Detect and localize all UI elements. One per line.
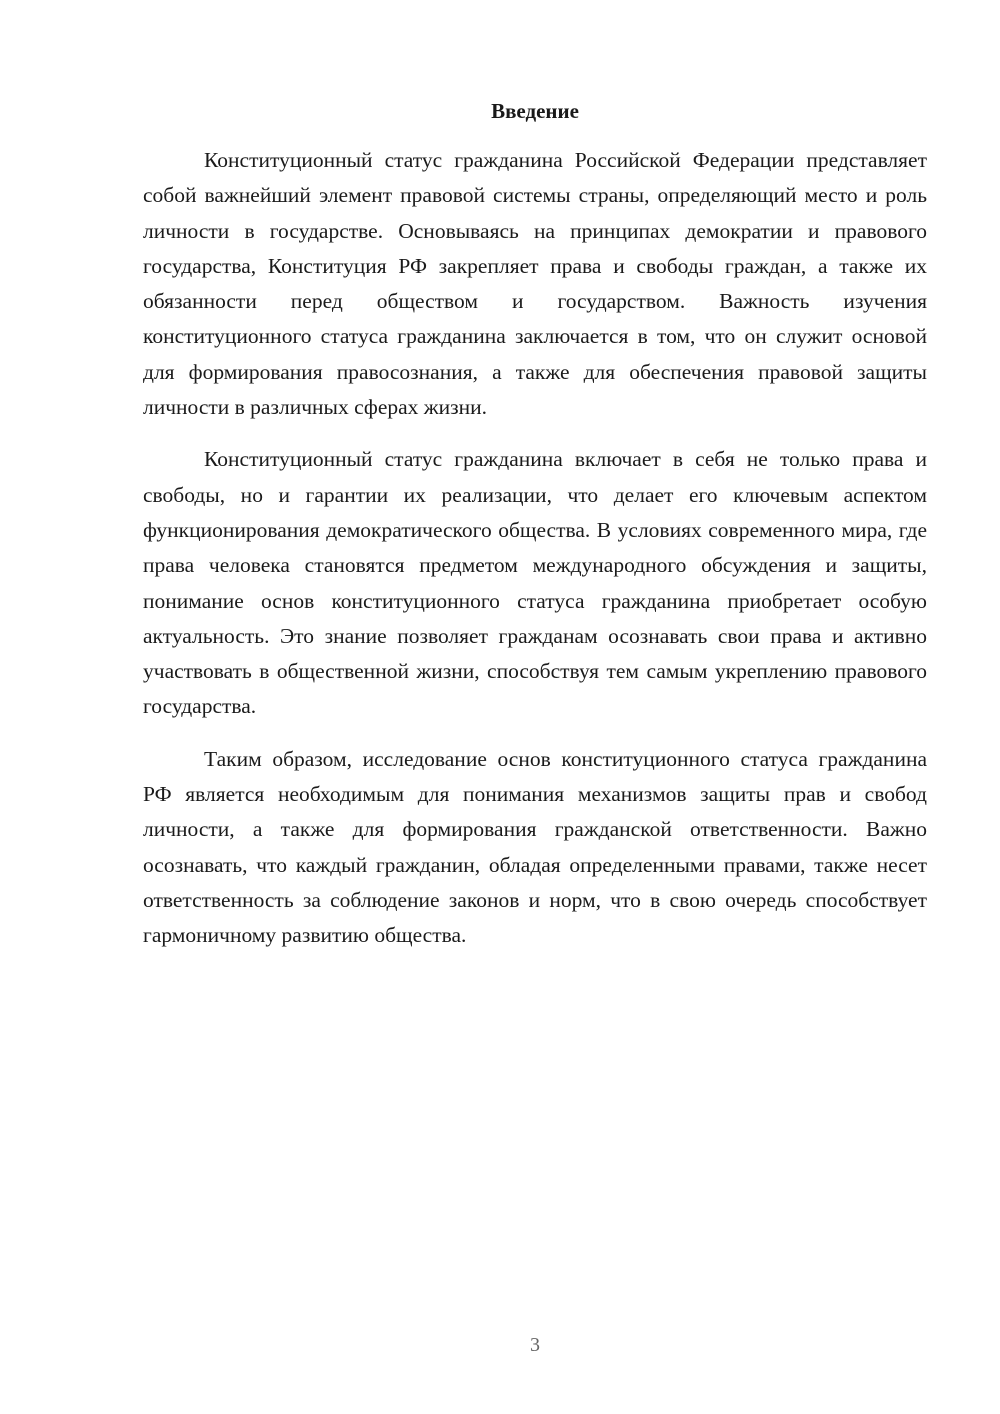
paragraph-1: Конституционный статус гражданина Российской Федерации представляет собой важнейший элемент правовой системы страны, определяющий место и роль личности в государстве. Основываясь на принципах демократии и правового государства, Конституция РФ закрепляет права и свободы граждан, а также их обязанности перед обществом и государством. Важность изучения конституционного статуса гражданина заключается в том, что он служит основой для формирования правосознания, а также для обеспечения правовой защиты личности в различных сферах жизни. xyxy=(143,148,927,420)
paragraph-3: Таким образом, исследование основ конституционного статуса гражданина РФ является необходимым для понимания механизмов защиты прав и свобод личности, а также для формирования гражданской ответственности. Важно осознавать, что каждый гражданин, обладая определенными правами, также несет ответственность за соблюдение законов и норм, что в свою очередь способствует гармоничному развитию общества. xyxy=(143,746,927,948)
section-heading: Введение xyxy=(491,99,579,123)
page-number: 3 xyxy=(530,1334,540,1356)
paragraph-2: Конституционный статус гражданина включает в себя не только права и свободы, но и гарантии их реализации, что делает его ключевым аспектом функционирования демократического общества. В условиях современного мира, где права человека становятся предметом международного обсуждения и защиты, понимание основ конституционного статуса гражданина приобретает особую актуальность. Это знание позволяет гражданам осознавать свои права и активно участвовать в общественной жизни, способствуя тем самым укреплению правового государства. xyxy=(143,447,927,719)
body-text xyxy=(143,143,927,971)
